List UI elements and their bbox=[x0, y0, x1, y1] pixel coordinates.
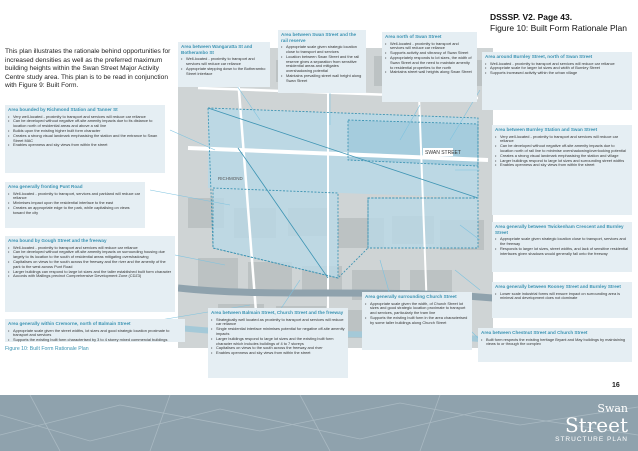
annotation-box bbox=[492, 125, 632, 215]
annotation-bullet: • Appropriate scale given the street widths, lot sizes and good strategic location proximate to transport and services bbox=[8, 329, 182, 339]
annotation-bullet: • Larger buildings respond to large lot sizes and surrounding street widths bbox=[495, 159, 629, 164]
footer-pattern bbox=[0, 395, 638, 451]
annotation-bullet: • Maintains street wall heights along Swan Street bbox=[385, 70, 474, 75]
annotation-bullet: • Supports the existing built form characterised by 3 to 4 storey mixed commercial buildings bbox=[8, 338, 182, 342]
annotation-bullet: • Appropriately responds to lot sizes, the width of Swan Street and the need to maintain amenity to residential properties to the north bbox=[385, 56, 474, 70]
annotation-box bbox=[208, 308, 348, 378]
annotation-title: Area around Burnley Street, north of Swan Street bbox=[485, 54, 593, 59]
annotation-bullet: • Built form respects the existing heritage Bryant and May buildings by maintaining views to or through the complex bbox=[481, 338, 629, 348]
annotation-title: Area between Wangaratta St and Botherambo St bbox=[181, 44, 253, 55]
figure-title: Figure 10: Built Form Rationale Plan bbox=[490, 23, 628, 33]
annotation-bullet: • Strategically well located as proximity to transport and services will reduce car reliance bbox=[211, 318, 345, 328]
annotation-box bbox=[382, 32, 477, 102]
annotation-title: Area between Burnley Station and Swan Street bbox=[495, 127, 598, 132]
annotation-bullet: • Creates a strong visual landmark emphasising the station and village bbox=[495, 154, 629, 159]
page-number: 16 bbox=[612, 382, 620, 389]
annotation-bullet: • Location between Swan Street and the rail reserve gives a separation from sensitive residential areas and mitigates overshadowing potential bbox=[281, 55, 363, 74]
annotation-bullet: • Capitalises on views to the south across the freeway and the river and the amenity of the park to the west across Punt Road bbox=[8, 260, 172, 270]
annotation-box bbox=[482, 52, 632, 110]
annotation-bullet: • Accords with Mallings precinct Comprehensive Development Zone (CDZ3) bbox=[8, 274, 172, 279]
annotation-box bbox=[362, 292, 472, 350]
annotation-box bbox=[5, 182, 145, 228]
annotation-bullet: • Single residential interface minimises potential for negative off-site amenity impacts bbox=[211, 327, 345, 337]
annotation-title: Area bounded by Richmond Station and Tanner St bbox=[8, 107, 118, 112]
annotation-bullet: • Well-located - proximity to transport, services and parkland will reduce car reliance bbox=[8, 192, 142, 202]
annotation-title: Area generally within Cremorne, north of Balmain Street bbox=[8, 321, 131, 326]
annotation-bullet: • Supports increased activity within the urban village bbox=[485, 71, 629, 76]
annotation-bullet: • Well-located - proximity to transport and services will reduce car reliance bbox=[485, 62, 629, 67]
annotation-title: Area generally fronting Punt Road bbox=[8, 184, 83, 189]
annotation-bullet: • Maintains prevailing street wall height along Swan Street bbox=[281, 74, 363, 84]
annotation-box bbox=[178, 42, 270, 87]
logo-swan: Swan bbox=[597, 402, 628, 415]
annotation-title: Area generally between Twickenham Crescent and Burnley Street bbox=[495, 224, 624, 235]
annotation-bullet: • Can be developed without negative off-site amenity impacts due to its distance to location north of residential areas and above a rail line bbox=[8, 119, 162, 129]
annotation-bullet: • Supports activity and vibrancy of Swan Street bbox=[385, 51, 474, 56]
annotation-bullet: • Appropriate scale given the width, of Church Street lot sizes and good strategic location proximate to transport and services, particularly the tram line bbox=[365, 302, 469, 316]
annotation-bullet: • Well-located - proximity to transport and services will reduce car reliance bbox=[385, 42, 474, 52]
annotation-bullet: • Builds upon the existing higher built form character bbox=[8, 129, 162, 134]
annotation-bullet: • Creates an appropriate edge to the park, while capitalising on views toward the city bbox=[8, 206, 142, 216]
logo-street: Street bbox=[564, 413, 628, 437]
logo-structure-plan: STRUCTURE PLAN bbox=[555, 436, 628, 443]
annotation-title: Area between Chestnut Street and Church Street bbox=[481, 330, 588, 335]
annotation-title: Area between Swan Street and the rail reserve bbox=[281, 32, 357, 43]
annotation-box bbox=[492, 282, 632, 318]
swan-street-logo bbox=[555, 403, 628, 443]
annotation-bullet: • Appropriate scale given strategic location close to transport and services bbox=[281, 45, 363, 55]
doc-reference: DSSSP. V2. Page 43. bbox=[490, 12, 573, 22]
annotation-box bbox=[5, 319, 185, 342]
annotation-bullet: • Enables openness and sky views from within the street bbox=[211, 351, 345, 356]
annotation-bullet: • Larger buildings respond to large lot sizes and the existing built form character which includes buildings of 4 to 7 storeys bbox=[211, 337, 345, 347]
annotation-title: Area north of Swan Street bbox=[385, 34, 442, 39]
annotation-box bbox=[278, 30, 366, 93]
annotation-bullet: • Very well-located - proximity to transport and services will reduce car reliance bbox=[495, 135, 629, 145]
annotation-bullet: • Lower scale industrial forms will ensure impact on surrounding area is minimal and development does not dominate bbox=[495, 292, 629, 302]
footer-band bbox=[0, 395, 638, 451]
annotation-bullet: • Supports the existing built form in the area characterised by some taller buildings along Church Street bbox=[365, 316, 469, 326]
figure-caption: Figure 10: Built Form Rationale Plan bbox=[5, 346, 89, 352]
annotation-box bbox=[5, 105, 165, 173]
map-area-label: RICHMOND bbox=[218, 176, 243, 181]
annotation-title: Area generally between Rooney Street and Burnley Street bbox=[495, 284, 621, 289]
annotation-bullet: • Responds to larger lot sizes, street widths, and lack of sensitive residential interfaces given shadows would generally fall onto the freeway bbox=[495, 247, 629, 257]
annotation-box bbox=[5, 236, 175, 312]
annotation-bullet: • Enables openness and sky views from within the street bbox=[8, 143, 162, 148]
intro-paragraph: This plan illustrates the rationale behind opportunities for increased densities as well as the preferred maximum building heights within the Swan Street Major Activity Centre study area. This plan is to be read in conjunction with Figure 9: Built Form. bbox=[5, 48, 171, 90]
annotation-bullet: • Appropriate scale given strategic location close to transport, services and the freeway bbox=[495, 237, 629, 247]
annotation-bullet: • Can be developed without negative off-site amenity impacts due to location north of rail line to minimise overshadowing/overlooking potential bbox=[495, 144, 629, 154]
annotation-box bbox=[492, 222, 632, 272]
annotation-bullet: • Minimises impact upon the residential interface to the east bbox=[8, 201, 142, 206]
annotation-bullet: • Well-located - proximity to transport and services will reduce car reliance bbox=[181, 57, 267, 67]
annotation-bullet: • Creates a strong visual landmark emphasising the station and the entrance to Swan Street MAC bbox=[8, 134, 162, 144]
annotation-bullet: • Enables openness and sky views from within the street bbox=[495, 163, 629, 168]
annotation-title: Area generally surrounding Church Street bbox=[365, 294, 457, 299]
annotation-bullet: • Appropriate scale for larger lot sizes and width of Burnley Street bbox=[485, 66, 629, 71]
annotation-bullet: • Can be developed without negative off-site amenity impacts on surrounding housing due largely to its location to the south of residential areas mitigating overshadowing bbox=[8, 250, 172, 260]
annotation-bullet: • Larger buildings can respond to large lot sizes and the taller established built form character bbox=[8, 270, 172, 275]
annotation-title: Area bound by Gough Street and the freeway bbox=[8, 238, 107, 243]
annotation-bullet: • Well-located - proximity to transport and services will reduce car reliance bbox=[8, 246, 172, 251]
annotation-bullet: • Capitalises on views to the south across the freeway and river bbox=[211, 346, 345, 351]
map-road-label: SWAN STREET bbox=[425, 150, 461, 156]
annotation-box bbox=[478, 328, 632, 362]
annotation-title: Area between Balmain Street, Church Street and the freeway bbox=[211, 310, 344, 315]
annotation-bullet: • Very well-located - proximity to transport and services will reduce car reliance bbox=[8, 115, 162, 120]
annotation-bullet: • Appropriate stepping down to the Botherambo Street interface bbox=[181, 67, 267, 77]
